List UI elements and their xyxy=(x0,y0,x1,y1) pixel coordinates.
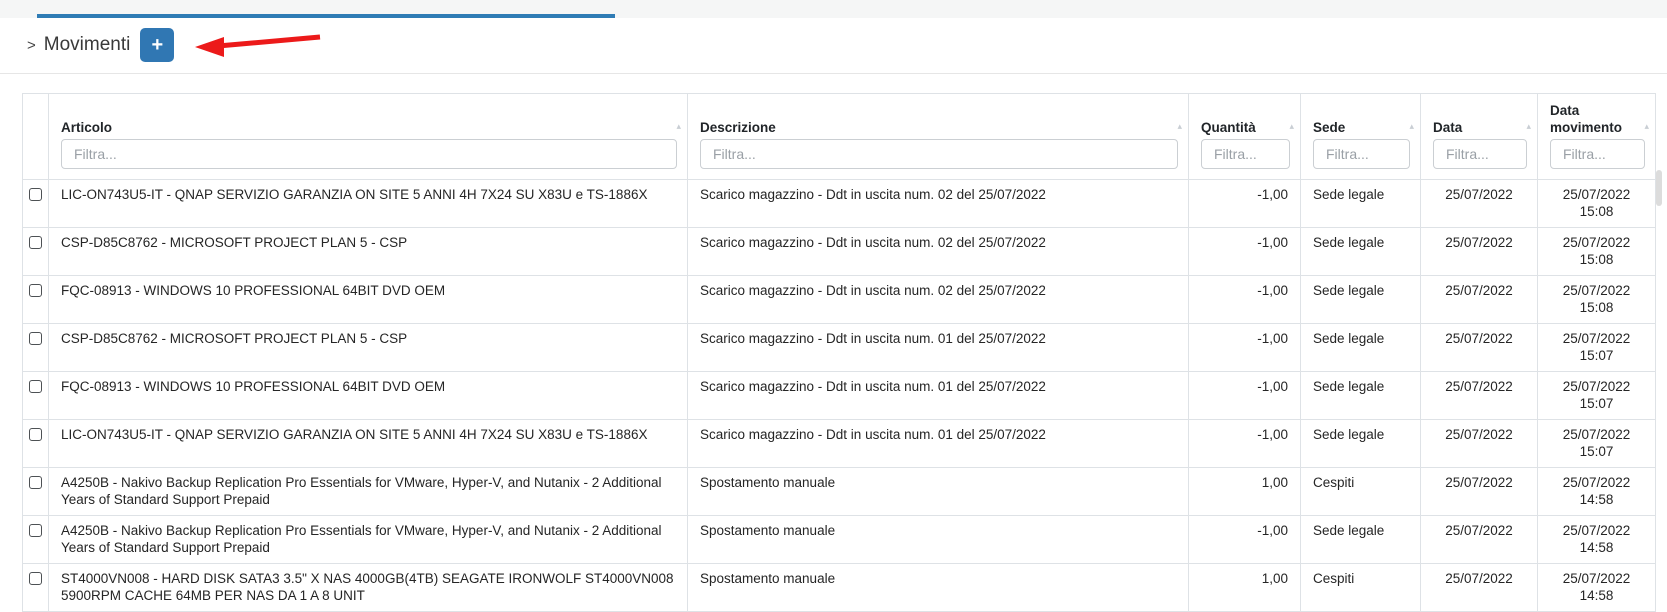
table-row xyxy=(23,516,1656,564)
table-row xyxy=(23,420,1656,468)
column-label: Data movimento xyxy=(1550,103,1623,135)
column-header-data-movimento[interactable] xyxy=(1538,94,1656,180)
cell-data-movimento: 25/07/2022 14:58 xyxy=(1538,516,1656,564)
cell-quantita: -1,00 xyxy=(1189,276,1301,324)
cell-data: 25/07/2022 xyxy=(1421,372,1538,420)
active-tab-indicator xyxy=(37,14,615,18)
column-header-quantita[interactable] xyxy=(1189,94,1301,180)
vertical-scrollbar-thumb[interactable] xyxy=(1656,170,1662,206)
row-checkbox[interactable] xyxy=(29,428,42,441)
cell-sede: Sede legale xyxy=(1301,420,1421,468)
cell-data: 25/07/2022 xyxy=(1421,180,1538,228)
column-label: Quantità xyxy=(1201,120,1256,135)
table-header-row xyxy=(23,94,1656,180)
cell-articolo: LIC-ON743U5-IT - QNAP SERVIZIO GARANZIA ON SITE 5 ANNI 4H 7X24 SU X83U e TS-1886X xyxy=(49,420,688,468)
filter-input-sede[interactable] xyxy=(1313,139,1410,169)
cell-data: 25/07/2022 xyxy=(1421,564,1538,612)
column-header-articolo[interactable] xyxy=(49,94,688,180)
row-checkbox[interactable] xyxy=(29,284,42,297)
table-row xyxy=(23,372,1656,420)
cell-data-movimento: 25/07/2022 14:58 xyxy=(1538,468,1656,516)
filter-input-data-movimento[interactable] xyxy=(1550,139,1645,169)
column-label: Articolo xyxy=(61,120,113,135)
cell-data: 25/07/2022 xyxy=(1421,324,1538,372)
cell-sede: Cespiti xyxy=(1301,564,1421,612)
cell-articolo: ST4000VN008 - HARD DISK SATA3 3.5" X NAS 4000GB(4TB) SEAGATE IRONWOLF ST4000VN008 5900RPM CACHE 64MB PER NAS DA 1 A 8 UNIT xyxy=(49,564,688,612)
cell-articolo: FQC-08913 - WINDOWS 10 PROFESSIONAL 64BIT DVD OEM xyxy=(49,372,688,420)
row-checkbox[interactable] xyxy=(29,188,42,201)
cell-descrizione: Scarico magazzino - Ddt in uscita num. 02 del 25/07/2022 xyxy=(688,228,1189,276)
cell-data-movimento: 25/07/2022 15:08 xyxy=(1538,180,1656,228)
cell-sede: Sede legale xyxy=(1301,324,1421,372)
sort-icon[interactable]: ▴ xyxy=(1409,121,1414,131)
cell-sede: Cespiti xyxy=(1301,468,1421,516)
cell-descrizione: Spostamento manuale xyxy=(688,564,1189,612)
cell-data-movimento: 25/07/2022 14:58 xyxy=(1538,564,1656,612)
cell-data: 25/07/2022 xyxy=(1421,420,1538,468)
filter-input-articolo[interactable] xyxy=(61,139,677,169)
cell-descrizione: Scarico magazzino - Ddt in uscita num. 02 del 25/07/2022 xyxy=(688,276,1189,324)
cell-sede: Sede legale xyxy=(1301,372,1421,420)
cell-quantita: -1,00 xyxy=(1189,324,1301,372)
cell-quantita: 1,00 xyxy=(1189,564,1301,612)
table-row xyxy=(23,276,1656,324)
table-row xyxy=(23,468,1656,516)
cell-sede: Sede legale xyxy=(1301,180,1421,228)
sort-icon[interactable]: ▴ xyxy=(1526,121,1531,131)
cell-quantita: -1,00 xyxy=(1189,180,1301,228)
cell-data-movimento: 25/07/2022 15:07 xyxy=(1538,420,1656,468)
cell-data-movimento: 25/07/2022 15:08 xyxy=(1538,276,1656,324)
annotation-arrow-icon xyxy=(192,27,332,59)
chevron-right-icon: > xyxy=(27,36,36,54)
cell-articolo: A4250B - Nakivo Backup Replication Pro Essentials for VMware, Hyper-V, and Nutanix - 2 Additional Years of Standard Support Prepaid xyxy=(49,468,688,516)
cell-data: 25/07/2022 xyxy=(1421,468,1538,516)
cell-data: 25/07/2022 xyxy=(1421,276,1538,324)
table-row xyxy=(23,228,1656,276)
sort-icon[interactable]: ▴ xyxy=(1644,121,1649,131)
table-row xyxy=(23,324,1656,372)
column-label: Data xyxy=(1433,120,1463,135)
cell-sede: Sede legale xyxy=(1301,276,1421,324)
cell-descrizione: Spostamento manuale xyxy=(688,468,1189,516)
cell-sede: Sede legale xyxy=(1301,228,1421,276)
cell-descrizione: Scarico magazzino - Ddt in uscita num. 02 del 25/07/2022 xyxy=(688,180,1189,228)
column-label: Sede xyxy=(1313,120,1346,135)
row-checkbox[interactable] xyxy=(29,476,42,489)
add-movement-button[interactable]: + xyxy=(140,28,174,62)
cell-descrizione: Scarico magazzino - Ddt in uscita num. 01 del 25/07/2022 xyxy=(688,372,1189,420)
tab-bar-divider xyxy=(0,73,1667,74)
column-header-descrizione[interactable] xyxy=(688,94,1189,180)
row-checkbox[interactable] xyxy=(29,524,42,537)
cell-data-movimento: 25/07/2022 15:07 xyxy=(1538,372,1656,420)
row-checkbox[interactable] xyxy=(29,380,42,393)
sort-icon[interactable]: ▴ xyxy=(676,121,681,131)
table-row xyxy=(23,564,1656,612)
cell-articolo: CSP-D85C8762 - MICROSOFT PROJECT PLAN 5 - CSP xyxy=(49,228,688,276)
cell-data-movimento: 25/07/2022 15:08 xyxy=(1538,228,1656,276)
cell-descrizione: Scarico magazzino - Ddt in uscita num. 01 del 25/07/2022 xyxy=(688,324,1189,372)
column-header-data[interactable] xyxy=(1421,94,1538,180)
cell-data: 25/07/2022 xyxy=(1421,228,1538,276)
row-checkbox[interactable] xyxy=(29,332,42,345)
cell-descrizione: Scarico magazzino - Ddt in uscita num. 01 del 25/07/2022 xyxy=(688,420,1189,468)
filter-input-descrizione[interactable] xyxy=(700,139,1178,169)
filter-input-data[interactable] xyxy=(1433,139,1527,169)
cell-data-movimento: 25/07/2022 15:07 xyxy=(1538,324,1656,372)
cell-articolo: A4250B - Nakivo Backup Replication Pro Essentials for VMware, Hyper-V, and Nutanix - 2 Additional Years of Standard Support Prepaid xyxy=(49,516,688,564)
column-header-select xyxy=(23,94,49,180)
row-checkbox[interactable] xyxy=(29,572,42,585)
cell-quantita: 1,00 xyxy=(1189,468,1301,516)
cell-quantita: -1,00 xyxy=(1189,420,1301,468)
tab-title: Movimenti xyxy=(43,34,131,55)
cell-quantita: -1,00 xyxy=(1189,516,1301,564)
cell-articolo: LIC-ON743U5-IT - QNAP SERVIZIO GARANZIA ON SITE 5 ANNI 4H 7X24 SU X83U e TS-1886X xyxy=(49,180,688,228)
cell-quantita: -1,00 xyxy=(1189,228,1301,276)
sort-icon[interactable]: ▴ xyxy=(1289,121,1294,131)
cell-articolo: FQC-08913 - WINDOWS 10 PROFESSIONAL 64BIT DVD OEM xyxy=(49,276,688,324)
movimenti-section-header[interactable] xyxy=(27,26,174,64)
cell-sede: Sede legale xyxy=(1301,516,1421,564)
sort-icon[interactable]: ▴ xyxy=(1177,121,1182,131)
column-label: Descrizione xyxy=(700,120,776,135)
row-checkbox[interactable] xyxy=(29,236,42,249)
cell-articolo: CSP-D85C8762 - MICROSOFT PROJECT PLAN 5 - CSP xyxy=(49,324,688,372)
cell-descrizione: Spostamento manuale xyxy=(688,516,1189,564)
filter-input-quantita[interactable] xyxy=(1201,139,1290,169)
movements-table xyxy=(22,93,1655,612)
cell-quantita: -1,00 xyxy=(1189,372,1301,420)
cell-data: 25/07/2022 xyxy=(1421,516,1538,564)
column-header-sede[interactable] xyxy=(1301,94,1421,180)
table-row xyxy=(23,180,1656,228)
